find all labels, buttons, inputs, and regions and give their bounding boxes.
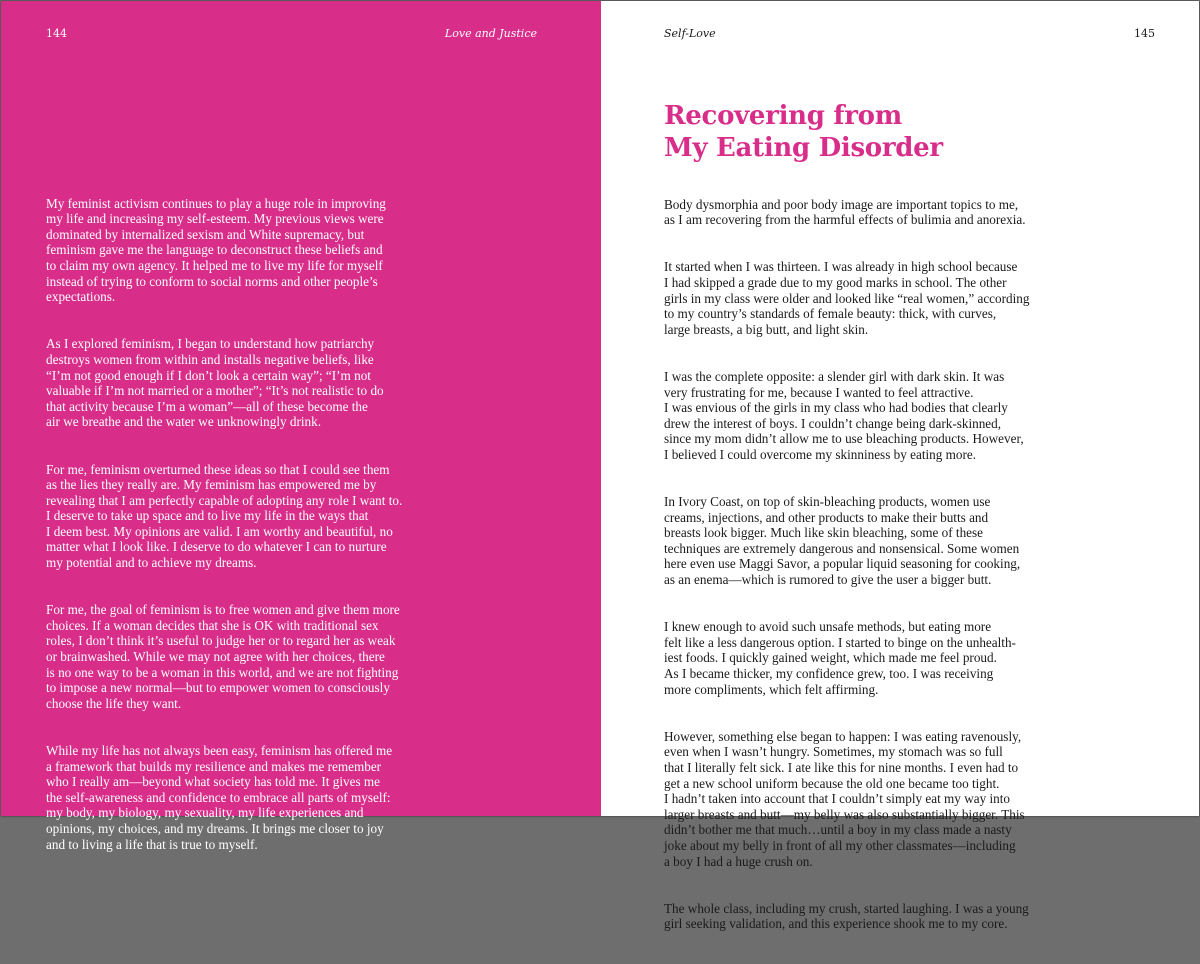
running-head: Love and Justice — [444, 27, 537, 40]
chapter-title: Recovering from My Eating Disorder — [664, 101, 943, 163]
running-head: Self-Love — [664, 27, 716, 40]
paragraph: I knew enough to avoid such unsafe methods, but eating more felt like a less dangerous option. I started to binge on the unhealth- iest foods. I quickly gained weight, which made me feel proud. As I became thicker, my confidence grew, too. I was receiving more compliments, which felt affirming. — [664, 619, 1016, 697]
paragraph: The whole class, including my crush, started laughing. I was a young girl seeking validation, and this experience shook me to my core. — [664, 900, 1029, 932]
page-number: 144 — [46, 27, 67, 40]
paragraph: As I explored feminism, I began to understand how patriarchy destroys women from within and installs negative beliefs, like “I’m not good enough if I don’t look a certain way”; “I’m not valuable if I’m not married or a mother”; “It’s not realistic to do that activity because I’m a woman”—all of these become the air we breathe and the water we unknowingly drink. — [46, 336, 384, 430]
right-page — [601, 1, 1199, 932]
page-number: 145 — [1134, 27, 1155, 40]
paragraph: My feminist activism continues to play a huge role in improving my life and increasing my self-esteem. My previous views were dominated by internalized sexism and White supremacy, but feminism gave me the language to deconstruct these beliefs and to claim my own agency. It helped me to live my life for myself instead of trying to conform to social norms and other people’s expectations. — [46, 195, 386, 305]
body-text — [664, 181, 1184, 964]
body-text — [46, 180, 566, 884]
paragraph: I was the complete opposite: a slender girl with dark skin. It was very frustrating for me, because I wanted to feel attractive. I was envious of the girls in my class who had bodies that clearly drew the interest of boys. I couldn’t change being dark-skinned, since my mom didn’t allow me to use bleaching products. However, I believed I could overcome my skinniness by eating more. — [664, 368, 1024, 462]
paragraph: For me, the goal of feminism is to free women and give them more choices. If a woman decides that she is OK with traditional sex roles, I don’t think it’s useful to judge her or to regard her as weak or brainwashed. While we may not agree with her choices, there is no one way to be a woman in this world, and we are not fighting to impose a new normal—but to empower women to consciously choose the life they want. — [46, 602, 400, 711]
paragraph: Body dysmorphia and poor body image are important topics to me, as I am recovering from the harmful effects of bulimia and anorexia. — [664, 196, 1026, 228]
book-spread — [1, 1, 1199, 932]
paragraph: It started when I was thirteen. I was already in high school because I had skipped a grade due to my good marks in school. The other girls in my class were older and looked like “real women,” according to my country’s standards of female beauty: thick, with curves, large breasts, a big butt, and light skin. — [664, 259, 1030, 337]
paragraph: However, something else began to happen: I was eating ravenously, even when I wasn’t hungry. Sometimes, my stomach was so full that I literally felt sick. I ate like this for nine months. I even had to get a new school uniform because the old one became too tight. I hadn’t taken into account that I couldn’t simply eat my way into larger breasts and butt—my belly was also substantially bigger. This didn’t bother me that much…until a boy in my class made a nasty joke about my belly in front of all my other classmates—including a boy I had a huge crush on. — [664, 728, 1025, 869]
left-page — [1, 1, 601, 852]
paragraph: In Ivory Coast, on top of skin-bleaching products, women use creams, injections, and other products to make their butts and breasts look bigger. Much like skin bleaching, some of these techniques are extremely dangerous and nonsensical. Some women here even use Maggi Savor, a popular liquid seasoning for cooking, as an enema—which is rumored to give the user a bigger butt. — [664, 494, 1021, 588]
paragraph: For me, feminism overturned these ideas so that I could see them as the lies they really are. My feminism has empowered me by revealing that I am perfectly capable of adopting any role I want to. I deserve to take up space and to live my life in the ways that I deem best. My opinions are valid. I am worthy and beautiful, no matter what I look like. I deserve to do whatever I can to nurture my potential and to achieve my dreams. — [46, 461, 403, 571]
paragraph: While my life has not always been easy, feminism has offered me a framework that builds my resilience and makes me remember who I really am—beyond what society has told me. It gives me the self-awareness and confidence to embrace all parts of myself: my body, my biology, my sexuality, my life experiences and opinions, my choices, and my dreams. It brings me closer to joy and to living a life that is true to myself. — [46, 743, 393, 852]
